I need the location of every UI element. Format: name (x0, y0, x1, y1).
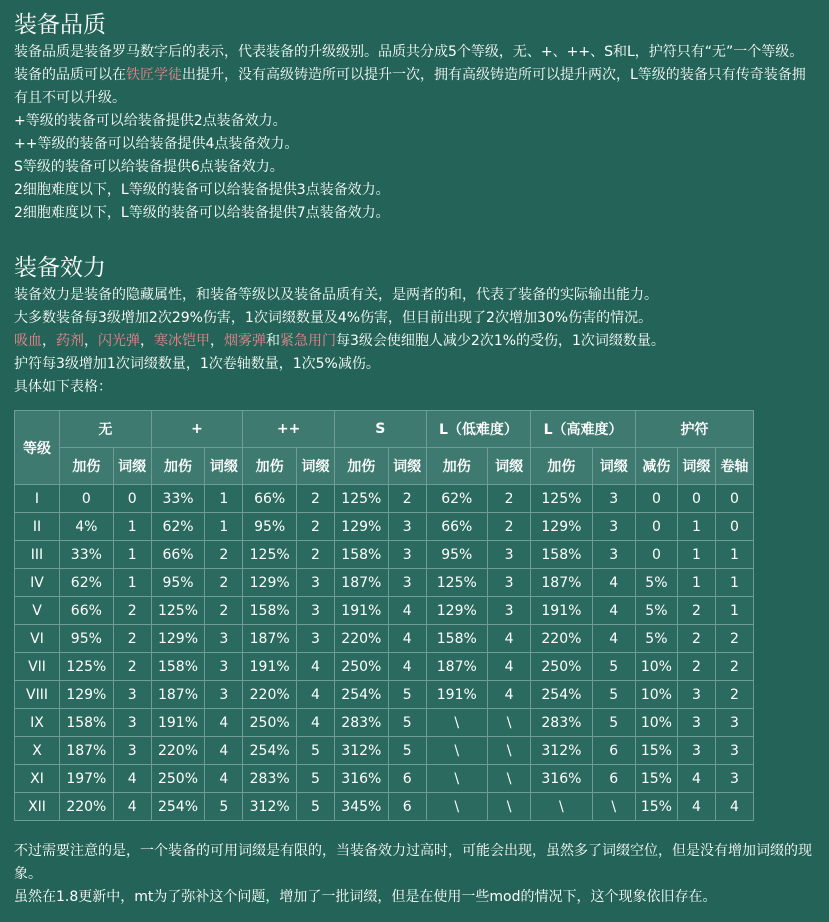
table-cell: 4 (113, 793, 151, 821)
table-cell: 1 (677, 513, 715, 541)
table-cell: 3 (388, 569, 426, 597)
table-row (15, 541, 754, 569)
table-cell: 187% (60, 737, 114, 765)
table-cell: 33% (60, 541, 114, 569)
table-cell: 3 (677, 737, 715, 765)
table-cell: 10% (635, 709, 677, 737)
table-cell: 3 (297, 597, 335, 625)
table-cell: 95% (151, 569, 205, 597)
table-cell: 4 (677, 765, 715, 793)
table-cell: 1 (205, 485, 243, 513)
link-emergency-door[interactable]: 紧急用门 (280, 333, 336, 349)
table-cell: 4 (205, 765, 243, 793)
table-cell: 5 (592, 681, 635, 709)
group-header-s: S (334, 411, 426, 448)
link-potion[interactable]: 药剂 (56, 333, 84, 349)
row-level-cell: I (15, 485, 60, 513)
table-cell: 1 (205, 513, 243, 541)
table-cell: 5 (388, 709, 426, 737)
table-cell: 2 (297, 485, 335, 513)
table-cell: 3 (487, 597, 530, 625)
table-cell: \ (487, 709, 530, 737)
table-cell: 191% (426, 681, 487, 709)
table-cell: 5 (592, 653, 635, 681)
link-flashbang[interactable]: 闪光弹 (98, 333, 140, 349)
table-cell: 4 (297, 681, 335, 709)
row-level-cell: III (15, 541, 60, 569)
table-cell: 4 (205, 709, 243, 737)
table-cell: 3 (715, 709, 753, 737)
sub-header-cell: 加伤 (531, 448, 592, 485)
table-cell: 2 (297, 541, 335, 569)
table-cell: 220% (60, 793, 114, 821)
table-cell: 220% (243, 681, 297, 709)
table-cell: 5 (205, 793, 243, 821)
sub-header-cell: 词缀 (677, 448, 715, 485)
table-cell: 2 (487, 513, 530, 541)
table-cell: 158% (531, 541, 592, 569)
text: ， (210, 333, 224, 349)
table-cell: 129% (151, 625, 205, 653)
row-level-cell: VI (15, 625, 60, 653)
table-row (15, 737, 754, 765)
table-cell: 95% (426, 541, 487, 569)
sub-header-cell: 卷轴 (715, 448, 753, 485)
table-cell: 0 (60, 485, 114, 513)
sub-header-cell: 减伤 (635, 448, 677, 485)
table-cell: 4 (592, 569, 635, 597)
table-row (15, 793, 754, 821)
row-level-cell: XII (15, 793, 60, 821)
table-cell: 2 (677, 653, 715, 681)
table-cell: 4 (487, 681, 530, 709)
row-level-cell: X (15, 737, 60, 765)
table-cell: 3 (677, 709, 715, 737)
table-cell: 0 (113, 485, 151, 513)
table-cell: 5 (388, 681, 426, 709)
sub-header-cell: 词缀 (388, 448, 426, 485)
table-cell: 2 (113, 625, 151, 653)
table-cell: 5 (388, 737, 426, 765)
table-cell: 66% (151, 541, 205, 569)
table-cell: 129% (60, 681, 114, 709)
table-cell: 4 (388, 625, 426, 653)
table-cell: 197% (60, 765, 114, 793)
group-header-l-high: L（高难度） (531, 411, 636, 448)
row-level-cell: II (15, 513, 60, 541)
table-cell: 95% (243, 513, 297, 541)
table-cell: 312% (243, 793, 297, 821)
table-cell: 2 (113, 597, 151, 625)
table-cell: 4 (297, 653, 335, 681)
table-cell: 187% (334, 569, 388, 597)
table-cell: 3 (113, 737, 151, 765)
table-cell: 2 (715, 625, 753, 653)
table-cell: 3 (205, 681, 243, 709)
effect-description (14, 284, 815, 399)
group-header-l-low: L（低难度） (426, 411, 531, 448)
sub-header-cell: 词缀 (113, 448, 151, 485)
table-cell: 158% (426, 625, 487, 653)
table-cell: 283% (334, 709, 388, 737)
table-cell: 191% (334, 597, 388, 625)
table-cell: \ (487, 765, 530, 793)
link-ice-armor[interactable]: 寒冰铠甲 (154, 333, 210, 349)
table-cell: 6 (388, 765, 426, 793)
table-row (15, 709, 754, 737)
table-cell: 158% (243, 597, 297, 625)
table-cell: 6 (592, 737, 635, 765)
table-cell: 312% (334, 737, 388, 765)
sub-header-cell: 词缀 (297, 448, 335, 485)
table-cell: 3 (715, 737, 753, 765)
table-cell: 4 (592, 625, 635, 653)
quality-line-2 (14, 64, 815, 110)
footer-line-1: 不过需要注意的是，一个装备的可用词缀是有限的，当装备效力过高时，可能会出现，虽然多了词缀空位，但是没有增加词缀的现象。 (14, 843, 812, 882)
table-row (15, 597, 754, 625)
text: ， (84, 333, 98, 349)
table-cell: 66% (60, 597, 114, 625)
table-cell: 3 (592, 513, 635, 541)
table-cell: \ (592, 793, 635, 821)
quality-description (14, 41, 815, 225)
table-cell: 4 (592, 597, 635, 625)
table-cell: 66% (243, 485, 297, 513)
table-cell: 1 (113, 513, 151, 541)
table-cell: 0 (635, 485, 677, 513)
row-level-cell: IV (15, 569, 60, 597)
row-level-cell: V (15, 597, 60, 625)
group-header-plusplus: ++ (243, 411, 335, 448)
table-cell: 3 (592, 485, 635, 513)
quality-line-1: 装备品质是装备罗马数字后的表示，代表装备的升级级别。品质共分成5个等级，无、+、++、S和L，护符只有“无”一个等级。 (14, 44, 804, 60)
link-smoke-bomb[interactable]: 烟雾弹 (224, 333, 266, 349)
table-cell: 4 (388, 597, 426, 625)
table-cell: 10% (635, 681, 677, 709)
table-cell: \ (487, 793, 530, 821)
table-cell: 187% (243, 625, 297, 653)
row-level-cell: IX (15, 709, 60, 737)
text: 装备的品质可以在 (14, 67, 126, 83)
table-cell: 316% (531, 765, 592, 793)
table-cell: 5 (297, 765, 335, 793)
table-row (15, 513, 754, 541)
table-cell: 4 (205, 737, 243, 765)
table-cell: \ (426, 709, 487, 737)
table-cell: 129% (243, 569, 297, 597)
table-cell: 254% (151, 793, 205, 821)
table-cell: 4 (388, 653, 426, 681)
col-level-header: 等级 (15, 411, 60, 485)
table-cell: 187% (531, 569, 592, 597)
group-header-plus: + (151, 411, 243, 448)
text: 和 (266, 333, 280, 349)
table-cell: 2 (297, 513, 335, 541)
effect-line-4: 护符每3级增加1次词缀数量，1次卷轴数量，1次5%减伤。 (14, 356, 380, 372)
text: 出提升，没有高级铸造所可以提升一次，拥有高级铸造所可以提升两次，L等级的装备只有传奇装备拥有且不可以升级。 (14, 67, 806, 106)
table-cell: 125% (531, 485, 592, 513)
row-level-cell: VII (15, 653, 60, 681)
table-cell: 33% (151, 485, 205, 513)
table-cell: 1 (715, 541, 753, 569)
footer-line-2: 虽然在1.8更新中，mt为了弥补这个问题，增加了一批词缀，但是在使用一些mod的情况下，这个现象依旧存在。 (14, 889, 717, 905)
table-cell: 1 (715, 569, 753, 597)
table-row (15, 625, 754, 653)
table-cell: 254% (334, 681, 388, 709)
table-cell: 3 (677, 681, 715, 709)
table-cell: 283% (531, 709, 592, 737)
table-cell: 5 (592, 709, 635, 737)
table-cell: 6 (592, 765, 635, 793)
link-blacksmith-apprentice[interactable]: 铁匠学徒 (126, 67, 182, 83)
table-cell: 158% (334, 541, 388, 569)
table-cell: 15% (635, 737, 677, 765)
text: 每3级会使细胞人减少2次1%的受伤，1次词缀数量。 (336, 333, 665, 349)
table-cell: 3 (592, 541, 635, 569)
table-cell: 1 (715, 597, 753, 625)
table-row (15, 653, 754, 681)
table-row (15, 569, 754, 597)
effect-line-1: 装备效力是装备的隐藏属性，和装备等级以及装备品质有关，是两者的和，代表了装备的实际输出能力。 (14, 287, 658, 303)
text: ， (42, 333, 56, 349)
table-cell: 312% (531, 737, 592, 765)
table-cell: 5 (297, 737, 335, 765)
quality-line-6: 2细胞难度以下，L等级的装备可以给装备提供3点装备效力。 (14, 182, 390, 198)
table-cell: 125% (426, 569, 487, 597)
table-cell: 4 (487, 653, 530, 681)
table-cell: 2 (715, 681, 753, 709)
table-cell: \ (426, 765, 487, 793)
table-cell: 62% (426, 485, 487, 513)
table-cell: 158% (60, 709, 114, 737)
table-cell: 4 (715, 793, 753, 821)
table-cell: 0 (635, 541, 677, 569)
quality-line-5: S等级的装备可以给装备提供6点装备效力。 (14, 159, 284, 175)
table-cell: 1 (677, 541, 715, 569)
group-header-amulet: 护符 (635, 411, 753, 448)
table-cell: 2 (205, 541, 243, 569)
table-cell: 4% (60, 513, 114, 541)
table-cell: 345% (334, 793, 388, 821)
table-cell: 2 (113, 653, 151, 681)
table-cell: 254% (243, 737, 297, 765)
table-cell: 3 (487, 569, 530, 597)
table-cell: 125% (334, 485, 388, 513)
quality-line-7: 2细胞难度以下，L等级的装备可以给装备提供7点装备效力。 (14, 205, 390, 221)
footer-notes (14, 840, 815, 909)
table-cell: 62% (151, 513, 205, 541)
sub-header-cell: 加伤 (243, 448, 297, 485)
table-cell: 95% (60, 625, 114, 653)
table-cell: \ (426, 793, 487, 821)
table-cell: 62% (60, 569, 114, 597)
table-cell: 2 (715, 653, 753, 681)
table-cell: 316% (334, 765, 388, 793)
table-cell: 254% (531, 681, 592, 709)
table-cell: 4 (487, 625, 530, 653)
table-cell: 10% (635, 653, 677, 681)
table-cell: 3 (113, 709, 151, 737)
table-cell: 3 (715, 765, 753, 793)
table-cell: 220% (151, 737, 205, 765)
table-cell: 129% (531, 513, 592, 541)
table-cell: 0 (715, 485, 753, 513)
table-cell: 3 (297, 625, 335, 653)
table-cell: 1 (113, 541, 151, 569)
table-cell: 15% (635, 793, 677, 821)
table-cell: 2 (677, 597, 715, 625)
table-cell: 2 (205, 569, 243, 597)
table-cell: 4 (113, 765, 151, 793)
quality-line-3: +等级的装备可以给装备提供2点装备效力。 (14, 113, 287, 129)
table-cell: 3 (388, 513, 426, 541)
table-cell: 1 (677, 569, 715, 597)
table-cell: 5 (297, 793, 335, 821)
row-level-cell: XI (15, 765, 60, 793)
table-cell: \ (487, 737, 530, 765)
table-cell: 220% (334, 625, 388, 653)
table-cell: 5% (635, 597, 677, 625)
quality-line-4: ++等级的装备可以给装备提供4点装备效力。 (14, 136, 299, 152)
sub-header-cell: 加伤 (151, 448, 205, 485)
table-cell: 15% (635, 765, 677, 793)
table-cell: 3 (297, 569, 335, 597)
text: ， (140, 333, 154, 349)
table-cell: 191% (243, 653, 297, 681)
row-level-cell: VIII (15, 681, 60, 709)
table-cell: 4 (297, 709, 335, 737)
table-cell: 3 (487, 541, 530, 569)
table-cell: 125% (243, 541, 297, 569)
sub-header-cell: 词缀 (487, 448, 530, 485)
table-row (15, 485, 754, 513)
group-header-none: 无 (60, 411, 152, 448)
table-cell: 0 (677, 485, 715, 513)
table-cell: 283% (243, 765, 297, 793)
table-cell: 129% (426, 597, 487, 625)
section-title-effect: 装备效力 (14, 255, 106, 281)
table-cell: 66% (426, 513, 487, 541)
section-title-quality: 装备品质 (14, 12, 106, 38)
quality-effect-table (14, 410, 754, 821)
table-cell: 191% (531, 597, 592, 625)
effect-line-2: 大多数装备每3级增加2次29%伤害，1次词缀数量及4%伤害，但目前出现了2次增加30%伤害的情况。 (14, 310, 653, 326)
table-cell: 129% (334, 513, 388, 541)
table-cell: 6 (388, 793, 426, 821)
table-cell: 5% (635, 625, 677, 653)
sub-header-cell: 词缀 (205, 448, 243, 485)
table-cell: 3 (205, 625, 243, 653)
table-cell: 0 (715, 513, 753, 541)
table-cell: 2 (205, 597, 243, 625)
table-cell: 2 (677, 625, 715, 653)
table-cell: 250% (243, 709, 297, 737)
table-cell: 5% (635, 569, 677, 597)
sub-header-cell: 词缀 (592, 448, 635, 485)
table-cell: 2 (487, 485, 530, 513)
table-cell: 250% (151, 765, 205, 793)
sub-header-cell: 加伤 (60, 448, 114, 485)
table-cell: 3 (205, 653, 243, 681)
table-cell: 1 (113, 569, 151, 597)
table-cell: 250% (334, 653, 388, 681)
table-cell: 250% (531, 653, 592, 681)
table-row (15, 681, 754, 709)
table-cell: 220% (531, 625, 592, 653)
table-cell: 4 (677, 793, 715, 821)
table-cell: 3 (388, 541, 426, 569)
table-cell: 0 (635, 513, 677, 541)
table-cell: \ (426, 737, 487, 765)
effect-line-5: 具体如下表格： (14, 379, 112, 395)
table-cell: \ (531, 793, 592, 821)
sub-header-cell: 加伤 (334, 448, 388, 485)
sub-header-cell: 加伤 (426, 448, 487, 485)
table-cell: 158% (151, 653, 205, 681)
table-cell: 187% (151, 681, 205, 709)
link-vampirism[interactable]: 吸血 (14, 333, 42, 349)
effect-line-3 (14, 330, 815, 353)
table-cell: 125% (151, 597, 205, 625)
table-cell: 125% (60, 653, 114, 681)
table-cell: 187% (426, 653, 487, 681)
table-row (15, 765, 754, 793)
table-cell: 2 (388, 485, 426, 513)
table-cell: 191% (151, 709, 205, 737)
table-cell: 3 (113, 681, 151, 709)
